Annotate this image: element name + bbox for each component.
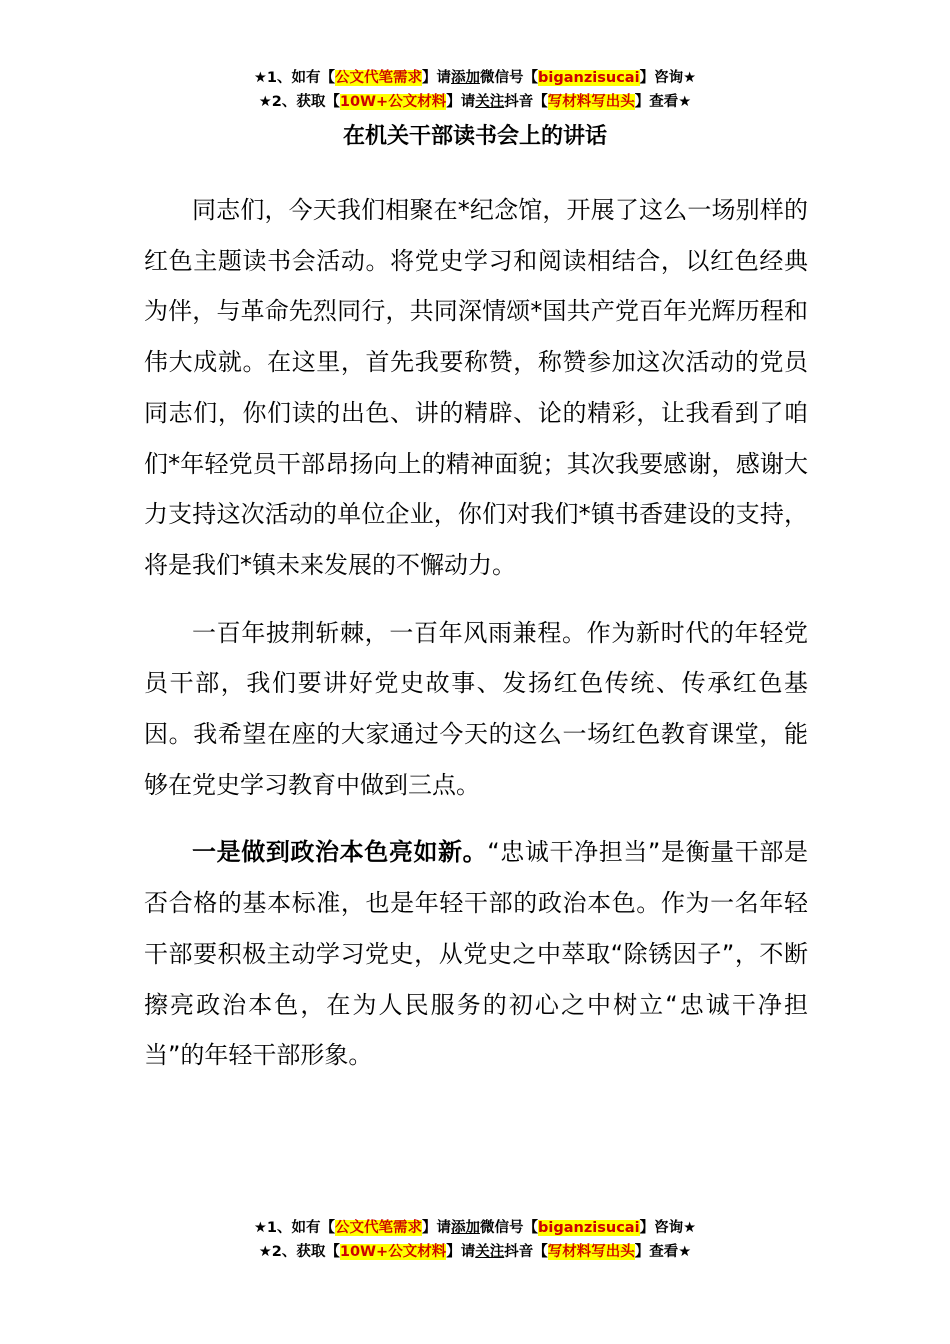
banner-underline: 关注 [475,94,505,110]
banner-text: 抖音【 [504,94,548,110]
banner-text: ★2、获取【 [258,94,340,110]
banner-underline: 添加 [451,1220,481,1236]
banner-highlight: 公文代笔需求 [335,70,423,86]
banner-line-1 [0,66,950,90]
banner-text: 】请 [422,1220,452,1236]
banner-highlight: 写材料写出头 [547,1244,635,1260]
banner-text: 微信号【 [480,1220,539,1236]
banner-line-2 [0,90,950,114]
banner-highlight: biganzisucai [538,70,640,86]
banner-text: ★1、如有【 [253,1220,336,1236]
banner-highlight: 10W+公文材料 [339,1244,447,1260]
banner-text: 】查看★ [634,1244,692,1260]
footer-banner [0,1216,950,1264]
banner-text: 】咨询★ [639,1220,697,1236]
document-title: 在机关干部读书会上的讲话 [342,124,607,149]
banner-line-2 [0,1240,950,1264]
banner-highlight: 公文代笔需求 [335,1220,423,1236]
banner-highlight: biganzisucai [538,1220,640,1236]
banner-text: 】查看★ [634,94,692,110]
banner-highlight: 10W+公文材料 [339,94,447,110]
banner-text: ★2、获取【 [258,1244,340,1260]
banner-underline: 关注 [475,1244,505,1260]
banner-text: 】咨询★ [639,70,697,86]
paragraph: 同志们，今天我们相聚在*纪念馆，开展了这么一场别样的红色主题读书会活动。将党史学习和阅读相结合，以红色经典为伴，与革命先烈同行，共同深情颂*国共产党百年光辉历程和伟大成就。在这里，首先我要称赞，称赞参加这次活动的党员同志们，你们读的出色、讲的精辟、论的精彩，让我看到了咱们*年轻党员干部昂扬向上的精神面貌；其次我要感谢，感谢大力支持这次活动的单位企业，你们对我们*镇书香建设的支持，将是我们*镇未来发展的不懈动力。 [144,196,808,579]
banner-text: 微信号【 [480,70,539,86]
banner-text: 】请 [446,1244,476,1260]
banner-highlight: 写材料写出头 [547,94,635,110]
paragraph: 一百年披荆斩棘，一百年风雨兼程。作为新时代的年轻党员干部，我们要讲好党史故事、发扬红色传统、传承红色基因。我希望在座的大家通过今天的这么一场红色教育课堂，能够在党史学习教育中做到三点。 [144,618,808,799]
banner-line-1 [0,1216,950,1240]
banner-text: ★1、如有【 [253,70,336,86]
point-body: “忠诚干净担当”是衡量干部是否合格的基本标准，也是年轻干部的政治本色。作为一名年轻干部要积极主动学习党史，从党史之中萃取“除锈因子”，不断擦亮政治本色，在为人民服务的初心之中树立“忠诚干净担当”的年轻干部形象。 [144,838,808,1070]
banner-underline: 添加 [451,70,481,86]
paragraph-point-1 [144,827,808,1081]
banner-text: 】请 [446,94,476,110]
banner-text: 抖音【 [504,1244,548,1260]
point-heading: 一是做到政治本色亮如新。 [192,838,488,867]
banner-text: 】请 [422,70,452,86]
document-body [144,185,808,1098]
header-banner [0,66,950,114]
